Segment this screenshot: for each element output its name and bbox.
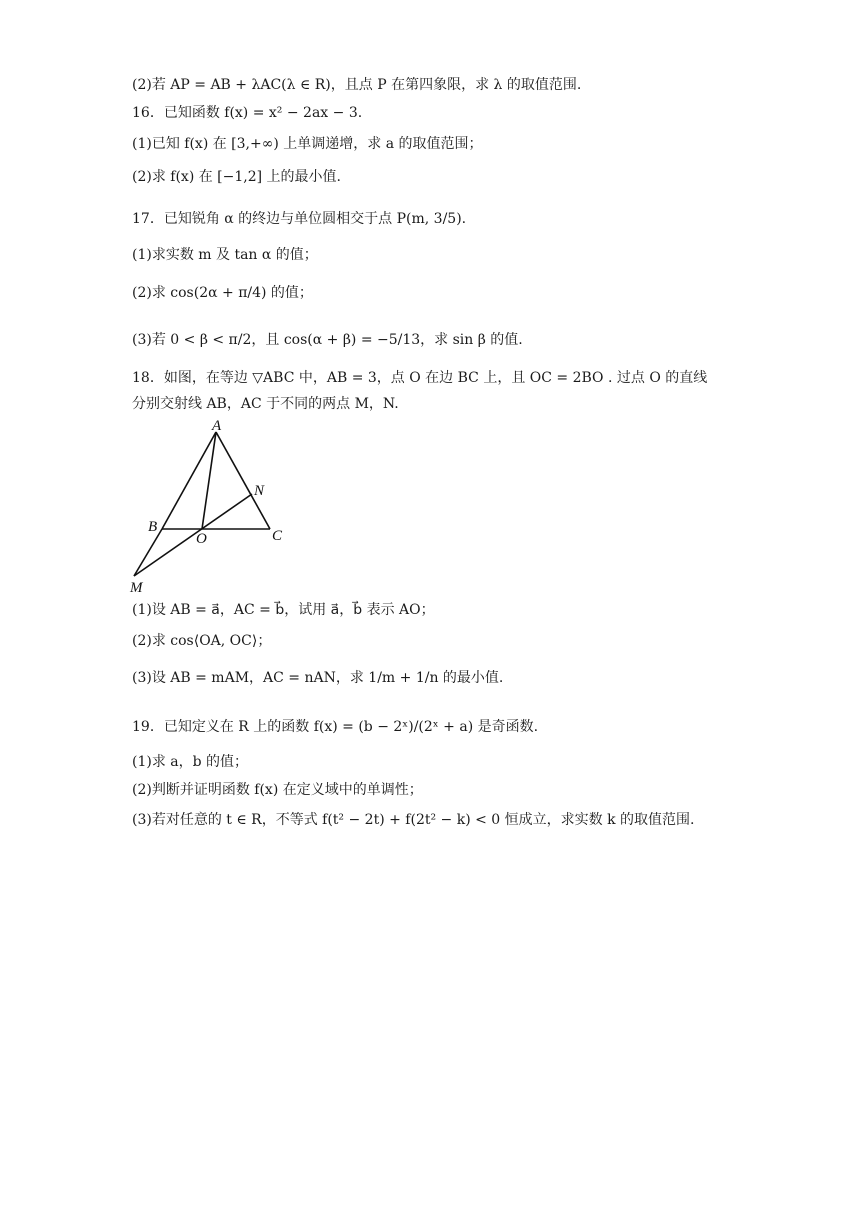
edge-AC — [216, 432, 270, 529]
triangle-figure — [128, 418, 298, 598]
label-O: O — [196, 531, 207, 547]
q17-part1: (1)求实数 m 及 tan α 的值； — [132, 247, 318, 263]
q17-part2: (2)求 cos(2α + π/4) 的值； — [132, 285, 313, 301]
q16-stem: 16．已知函数 f(x) = x² − 2ax − 3. — [132, 105, 363, 121]
q18-part1: (1)设 AB = a⃗，AC = b⃗，试用 a⃗，b⃗ 表示 AO； — [132, 602, 435, 618]
q16-part2: (2)求 f(x) 在 [−1,2] 上的最小值. — [132, 169, 342, 185]
q19-part3: (3)若对任意的 t ∈ R，不等式 f(t² − 2t) + f(2t² − k) < 0 恒成立，求实数 k 的取值范围. — [132, 812, 695, 828]
q18-stem-cont: 分别交射线 AB，AC 于不同的两点 M，N. — [132, 396, 399, 412]
q15-part2: (2)若 AP = AB + λAC(λ ∈ R)，且点 P 在第四象限，求 λ 的取值范围. — [132, 77, 582, 93]
label-A: A — [212, 418, 222, 434]
q19-stem: 19．已知定义在 R 上的函数 f(x) = (b − 2ˣ)/(2ˣ + a) 是奇函数. — [132, 719, 539, 735]
q18-stem: 18．如图，在等边 ▽ABC 中，AB = 3，点 O 在边 BC 上，且 OC = 2BO . 过点 O 的直线 — [132, 370, 708, 386]
ray-AB-extension — [134, 529, 162, 576]
edge-AB — [162, 432, 216, 529]
label-C: C — [272, 528, 283, 544]
q18-part3: (3)设 AB = mAM，AC = nAN，求 1/m + 1/n 的最小值. — [132, 670, 504, 686]
line-MN — [134, 494, 252, 576]
q19-part1: (1)求 a，b 的值； — [132, 754, 249, 770]
label-M: M — [130, 580, 143, 596]
q18-part2: (2)求 cos⟨OA, OC⟩； — [132, 633, 272, 649]
q17-part3: (3)若 0 < β < π/2，且 cos(α + β) = −5/13，求 sin β 的值. — [132, 332, 523, 348]
q16-part1: (1)已知 f(x) 在 [3,+∞) 上单调递增，求 a 的取值范围； — [132, 136, 483, 152]
segment-AO — [202, 432, 216, 529]
q19-part2: (2)判断并证明函数 f(x) 在定义域中的单调性； — [132, 782, 423, 798]
label-N: N — [254, 483, 265, 499]
q17-stem: 17．已知锐角 α 的终边与单位圆相交于点 P(m, 3/5). — [132, 211, 467, 227]
label-B: B — [148, 519, 158, 535]
